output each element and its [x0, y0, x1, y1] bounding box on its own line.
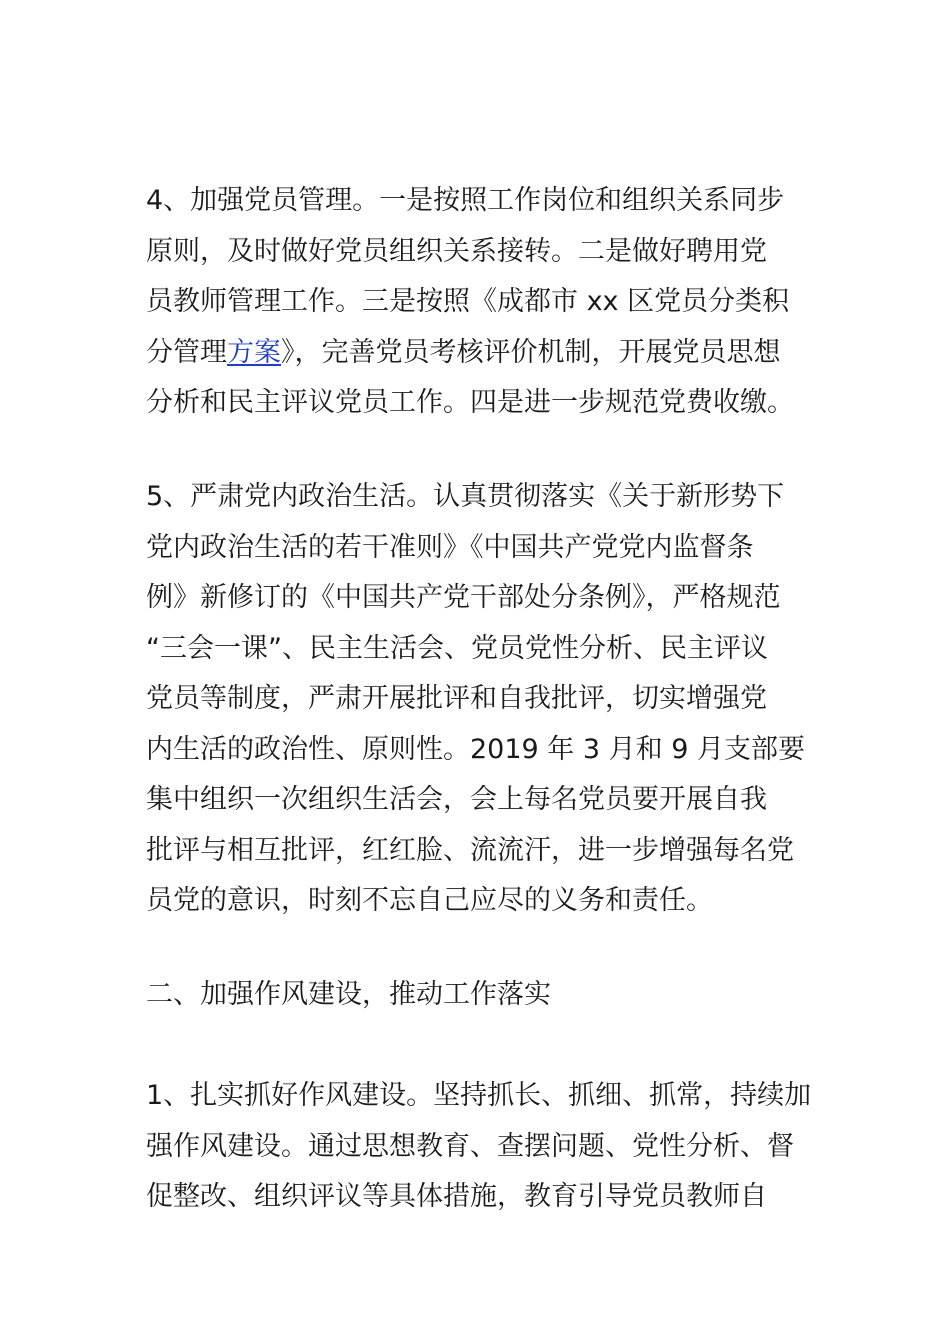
text-line: 强作风建设。通过思想教育、查摆问题、党性分析、督 [146, 1130, 794, 1162]
paragraph-party-member-management [146, 176, 836, 429]
plan-link[interactable]: 方案 [227, 336, 281, 368]
paragraph-work-style [146, 1071, 836, 1223]
text-line: 员党的意识，时刻不忘自己应尽的义务和责任。 [146, 885, 713, 916]
text-segment: 》，完善党员考核评价机制，开展党员思想 [281, 336, 781, 368]
text-line: 1、扎实抓好作风建设。坚持抓长、抓细、抓常，持续加 [146, 1080, 812, 1111]
text-line: 党内政治生活的若干准则》《中国共产党党内监督条 [146, 531, 754, 563]
section-heading [146, 970, 836, 1021]
text-line: “三会一课”、民主生活会、党员党性分析、民主评议 [146, 632, 768, 664]
text-line: 4、加强党员管理。一是按照工作岗位和组织关系同步 [146, 185, 785, 216]
text-line: 集中组织一次组织生活会，会上每名党员要开展自我 [146, 784, 767, 815]
text-line: 原则，及时做好党员组织关系接转。二是做好聘用党 [146, 235, 767, 267]
text-line: 促整改、组织评议等具体措施，教育引导党员教师自 [146, 1181, 767, 1212]
heading-text: 二、加强作风建设，推动工作落实 [146, 979, 551, 1010]
text-line: 员教师管理工作。三是按照《成都市 xx 区党员分类积 [146, 286, 790, 317]
text-line: 党员等制度，严肃开展批评和自我批评，切实增强党 [146, 683, 767, 714]
text-segment: 分管理 [146, 336, 227, 368]
text-line: 批评与相互批评，红红脸、流流汗，进一步增强每名党 [146, 834, 794, 866]
paragraph-political-life [146, 472, 836, 927]
text-line-with-link [146, 328, 836, 379]
text-line: 例》新修订的《中国共产党干部处分条例》，严格规范 [146, 582, 781, 613]
text-line: 内生活的政治性、原则性。2019 年 3 月和 9 月支部要 [146, 733, 805, 765]
text-line: 5、严肃党内政治生活。认真贯彻落实《关于新形势下 [146, 481, 785, 512]
text-line: 分析和民主评议党员工作。四是进一步规范党费收缴。 [146, 387, 794, 418]
